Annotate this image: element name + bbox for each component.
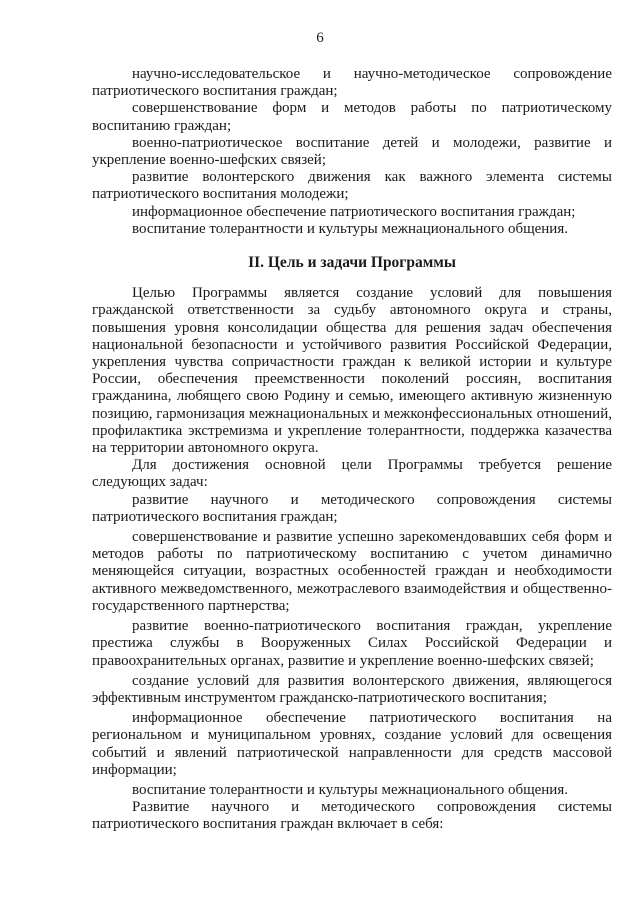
task-item: информационное обеспечение патриотического воспитания на региональном и муниципальном уровнях, создание условий для освещения событий и явлений патриотической направленности для средств массовой информации; <box>92 710 612 778</box>
goal-paragraph: Целью Программы является создание условий для повышения гражданской ответственности за судьбу автономного округа и страны, повышения уровня консолидации общества для решения задач обеспечения национальной безопасности и устойчивого развития Российской Федерации, укрепления чувства сопричастности граждан к великой истории и культуре России, обеспечения преемственности поколений россиян, воспитания гражданина, любящего свою Родину и семью, имеющего активную жизненную позицию, гармонизация межнациональных и межконфессиональных отношений, профилактика экстремизма и укрепление толерантности, поддержка казачества на территории автономного округа. <box>92 285 612 457</box>
task-item: развитие научного и методического сопровождения системы патриотического воспитания граждан; <box>92 491 612 525</box>
list-item: научно-исследовательское и научно-методическое сопровождение патриотического воспитания граждан; <box>92 66 612 100</box>
task-item: воспитание толерантности и культуры межнационального общения. <box>132 781 568 798</box>
task-item: совершенствование и развитие успешно зарекомендовавших себя форм и методов работы по патриотическому воспитанию с учетом динамично меняющейся ситуации, возрастных особенностей граждан и необходимости активного межведомственного, межотраслевого взаимодействия и общественно-государственного партнерства; <box>92 529 612 614</box>
list-item: воспитание толерантности и культуры межнационального общения. <box>132 220 568 237</box>
task-item: развитие военно-патриотического воспитания граждан, укрепление престижа службы в Вооруженных Силах Российской Федерации и правоохранительных органах, развитие и укрепление военно-шефских связей; <box>92 618 612 669</box>
list-item: информационное обеспечение патриотического воспитания граждан; <box>132 203 576 220</box>
section-heading: II. Цель и задачи Программы <box>248 254 456 272</box>
closing-paragraph: Развитие научного и методического сопровождения системы патриотического воспитания граждан включает в себя: <box>92 799 612 833</box>
tasks-intro: Для достижения основной цели Программы требуется решение следующих задач: <box>92 457 612 491</box>
document-body <box>92 66 612 834</box>
page-number: 6 <box>316 30 324 46</box>
task-item: создание условий для развития волонтерского движения, являющегося эффективным инструментом гражданско-патриотического воспитания; <box>92 672 612 706</box>
list-item: совершенствование форм и методов работы по патриотическому воспитанию граждан; <box>92 100 612 134</box>
list-item: развитие волонтерского движения как важного элемента системы патриотического воспитания молодежи; <box>92 169 612 203</box>
list-item: военно-патриотическое воспитание детей и молодежи, развитие и укрепление военно-шефских связей; <box>92 134 612 169</box>
